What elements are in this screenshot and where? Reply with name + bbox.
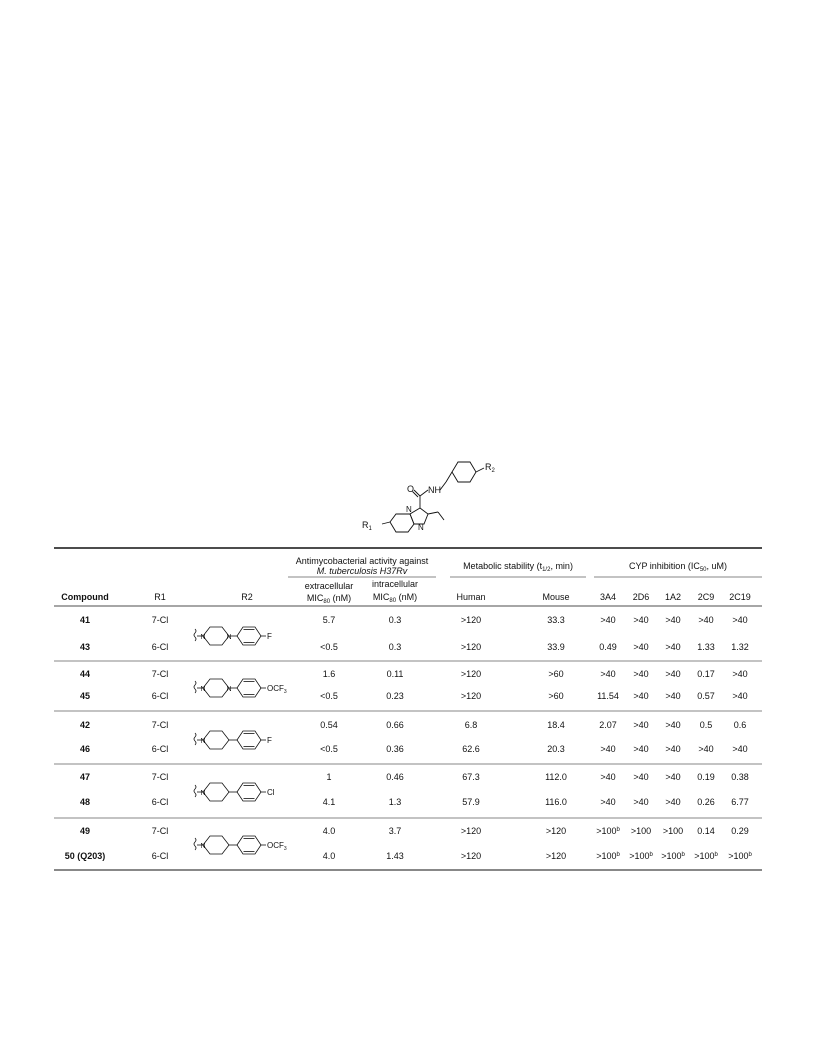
r1-value: 6-Cl [151, 851, 169, 861]
mouse-stability: >60 [548, 691, 564, 701]
header-cyp-2c9: 2C9 [697, 592, 715, 602]
cyp-value: >40 [600, 797, 616, 807]
intracellular-mic: 3.7 [388, 826, 402, 836]
header-r2: R2 [241, 592, 253, 602]
scaffold-n2: N [418, 523, 424, 532]
cyp-value: >40 [633, 642, 649, 652]
extracellular-mic: <0.5 [320, 642, 338, 652]
r1-value: 7-Cl [151, 720, 169, 730]
header-intracellular-1: intracellular [371, 579, 419, 589]
human-stability: 57.9 [462, 797, 480, 807]
cyp-value: $>100^b$ [661, 851, 685, 861]
compound-id: 44 [79, 669, 91, 679]
ring-n1: N [200, 686, 206, 693]
header-antimyco-line1: Antimycobacterial activity against [295, 556, 429, 566]
cyp-value: >40 [698, 744, 714, 754]
intracellular-mic: 0.36 [386, 744, 404, 754]
compound-id: 46 [79, 744, 91, 754]
r1-value: 7-Cl [151, 669, 169, 679]
cyp-value: >40 [600, 669, 616, 679]
header-cyp: CYP inhibition ($IC_{50}$, uM) [628, 561, 728, 573]
intracellular-mic: 0.46 [386, 772, 404, 782]
cyp-value: 0.29 [731, 826, 749, 836]
compound-id: 50 (Q203) [64, 851, 106, 861]
scaffold-o: O [407, 484, 415, 494]
cyp-value: >40 [732, 744, 748, 754]
intracellular-mic: 0.23 [386, 691, 404, 701]
header-cyp-2c19: 2C19 [729, 592, 751, 602]
human-stability: 62.6 [462, 744, 480, 754]
scaffold-nh: NH [428, 485, 441, 495]
header-intracellular-2: $MIC_{80}$ (nM) [372, 592, 418, 604]
cyp-value: 0.17 [697, 669, 715, 679]
extracellular-mic: <0.5 [320, 691, 338, 701]
header-extracellular-1: extracellular [304, 581, 354, 591]
human-stability: 6.8 [464, 720, 478, 730]
human-stability: >120 [460, 669, 482, 679]
cyp-value: 0.38 [731, 772, 749, 782]
cyp-value: >40 [633, 691, 649, 701]
cyp-value: $>100^b$ [596, 851, 620, 861]
header-cyp-3a4: 3A4 [599, 592, 617, 602]
header-metab: Metabolic stability ($t_{1/2}$, min) [463, 561, 573, 573]
cyp-value: 0.6 [733, 720, 747, 730]
ring-n1: N [200, 843, 206, 850]
ring-n2: N [226, 634, 232, 641]
cyp-value: >40 [732, 669, 748, 679]
header-antimyco-line2: M. tuberculosis H37Rv [316, 566, 408, 576]
cyp-value: >40 [633, 720, 649, 730]
cyp-value: 1.32 [731, 642, 749, 652]
compound-id: 42 [79, 720, 91, 730]
cyp-value: >40 [732, 615, 748, 625]
intracellular-mic: 0.11 [386, 669, 404, 679]
intracellular-mic: 0.3 [388, 642, 402, 652]
cyp-value: 0.57 [697, 691, 715, 701]
r2-substituent: Cl [267, 788, 275, 797]
compound-id: 43 [79, 642, 91, 652]
header-cyp-2d6: 2D6 [632, 592, 650, 602]
r1-value: 7-Cl [151, 826, 169, 836]
cyp-value: 0.26 [697, 797, 715, 807]
cyp-value: $>100^b$ [629, 851, 653, 861]
human-stability: >120 [460, 691, 482, 701]
cyp-value: >40 [600, 772, 616, 782]
cyp-value: $>100^b$ [728, 851, 752, 861]
r2-substituent: F [267, 736, 272, 745]
extracellular-mic: 1.6 [322, 669, 336, 679]
cyp-value: >40 [665, 772, 681, 782]
human-stability: >120 [460, 615, 482, 625]
r1-value: 6-Cl [151, 744, 169, 754]
mouse-stability: 33.3 [547, 615, 565, 625]
extracellular-mic: 4.0 [322, 826, 336, 836]
cyp-value: >40 [633, 772, 649, 782]
scaffold-n1: N [406, 505, 412, 514]
mouse-stability: 33.9 [547, 642, 565, 652]
mouse-stability: >120 [545, 851, 567, 861]
mouse-stability: 18.4 [547, 720, 565, 730]
cyp-value: 1.33 [697, 642, 715, 652]
r1-value: 6-Cl [151, 797, 169, 807]
mouse-stability: 20.3 [547, 744, 565, 754]
compound-id: 45 [79, 691, 91, 701]
cyp-value: $>100^b$ [694, 851, 718, 861]
cyp-value: 0.49 [599, 642, 617, 652]
intracellular-mic: 0.66 [386, 720, 404, 730]
compound-id: 47 [79, 772, 91, 782]
scaffold-r2: $R_2$ [485, 462, 495, 474]
compound-id: 48 [79, 797, 91, 807]
cyp-value: 0.14 [697, 826, 715, 836]
r1-value: 6-Cl [151, 642, 169, 652]
cyp-value: >40 [665, 615, 681, 625]
human-stability: >120 [460, 851, 482, 861]
extracellular-mic: <0.5 [320, 744, 338, 754]
r1-value: 7-Cl [151, 772, 169, 782]
cyp-value: >40 [633, 615, 649, 625]
cyp-value: >40 [665, 642, 681, 652]
mouse-stability: 116.0 [545, 797, 567, 807]
header-human: Human [456, 592, 486, 602]
ring-n1: N [200, 634, 206, 641]
extracellular-mic: 4.0 [322, 851, 336, 861]
human-stability: >120 [460, 642, 482, 652]
header-mouse: Mouse [542, 592, 570, 602]
r1-value: 6-Cl [151, 691, 169, 701]
r1-value: 7-Cl [151, 615, 169, 625]
cyp-value: 0.19 [697, 772, 715, 782]
cyp-value: >40 [633, 669, 649, 679]
cyp-value: $>100^b$ [596, 826, 620, 836]
cyp-value: >40 [633, 744, 649, 754]
cyp-value: 2.07 [599, 720, 617, 730]
cyp-value: >40 [732, 691, 748, 701]
cyp-value: 6.77 [731, 797, 749, 807]
cyp-value: >100 [630, 826, 652, 836]
cyp-value: >40 [600, 615, 616, 625]
r2-substituent: $OCF_3$ [267, 841, 287, 852]
ring-n1: N [200, 790, 206, 797]
cyp-value: 0.5 [699, 720, 713, 730]
cyp-value: >40 [665, 691, 681, 701]
cyp-value: >40 [665, 797, 681, 807]
extracellular-mic: 0.54 [320, 720, 338, 730]
extracellular-mic: 5.7 [322, 615, 336, 625]
cyp-value: >40 [633, 797, 649, 807]
cyp-value: >40 [698, 615, 714, 625]
extracellular-mic: 1 [326, 772, 332, 782]
header-r1: R1 [154, 592, 166, 602]
intracellular-mic: 0.3 [388, 615, 402, 625]
cyp-value: >40 [665, 669, 681, 679]
r2-substituent: F [267, 632, 272, 641]
cyp-value: >40 [665, 720, 681, 730]
mouse-stability: >120 [545, 826, 567, 836]
ring-n1: N [200, 738, 206, 745]
mouse-stability: 112.0 [545, 772, 567, 782]
intracellular-mic: 1.43 [386, 851, 404, 861]
cyp-value: 11.54 [597, 691, 619, 701]
ring-n2: N [226, 686, 232, 693]
r2-substituent: $OCF_3$ [267, 684, 287, 695]
intracellular-mic: 1.3 [388, 797, 402, 807]
cyp-value: >40 [665, 744, 681, 754]
human-stability: >120 [460, 826, 482, 836]
compound-id: 41 [79, 615, 91, 625]
header-extracellular-2: $MIC_{80}$ (nM) [306, 593, 352, 605]
header-compound: Compound [61, 592, 109, 602]
human-stability: 67.3 [462, 772, 480, 782]
header-cyp-1a2: 1A2 [664, 592, 682, 602]
compound-id: 49 [79, 826, 91, 836]
scaffold-r1: $R_1$ [362, 520, 372, 532]
mouse-stability: >60 [548, 669, 564, 679]
cyp-value: >40 [600, 744, 616, 754]
cyp-value: >100 [662, 826, 684, 836]
extracellular-mic: 4.1 [322, 797, 336, 807]
